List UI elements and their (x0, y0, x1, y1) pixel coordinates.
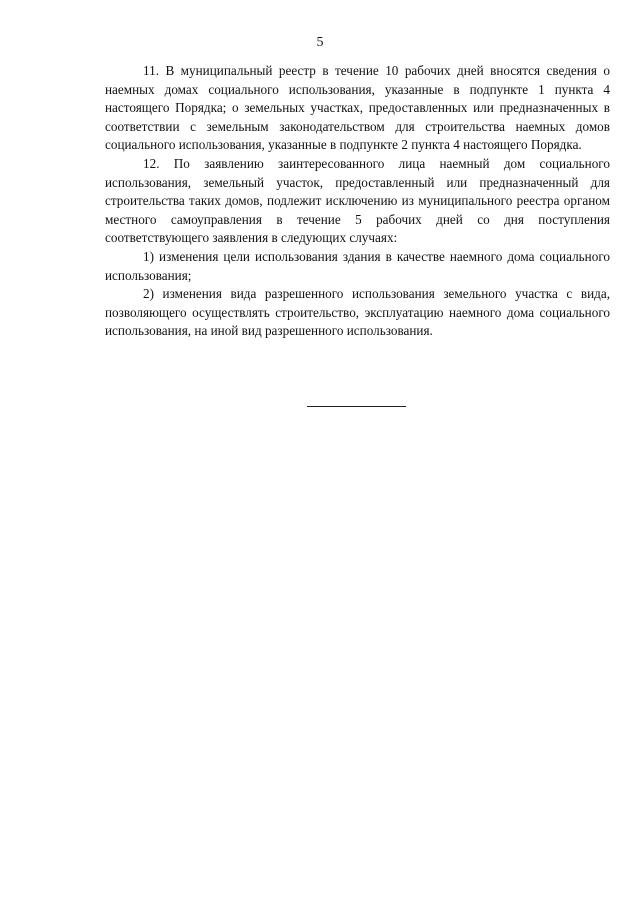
page-number: 5 (316, 35, 324, 50)
paragraph-12: 12. По заявлению заинтересованного лица наемный дом социального использования, земельный участок, предоставленный или предназначенный для строительства таких домов, подлежит исключению из муниципального реестра органом местного самоуправления в течение 5 рабочих дней со дня поступления соответствующего заявления в следующих случаях: (105, 155, 610, 246)
end-divider-line (307, 406, 406, 407)
document-body (105, 62, 610, 341)
paragraph-12-item-1: 1) изменения цели использования здания в качестве наемного дома социального использования; (105, 248, 610, 283)
paragraph-12-item-2: 2) изменения вида разрешенного использования земельного участка с вида, позволяющего осуществлять строительство, эксплуатацию наемного дома социального использования, на иной вид разрешенного использования. (105, 286, 610, 339)
paragraph-11: 11. В муниципальный реестр в течение 10 рабочих дней вносятся сведения о наемных домах социального использования, указанные в подпункте 1 пункта 4 настоящего Порядка; о земельных участках, предоставленных или предназначенных в соответствии с земельным законодательством для строительства наемных домов социального использования, указанные в подпункте 2 пункта 4 настоящего Порядка. (105, 63, 610, 153)
